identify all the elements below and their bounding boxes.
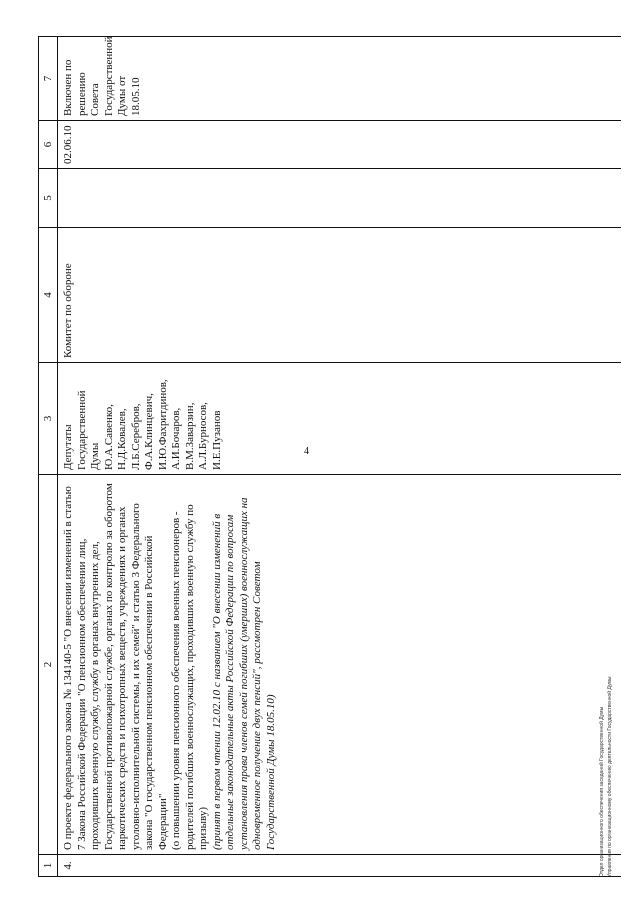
author-line: Государственной	[75, 390, 88, 470]
col-header-6: 6	[39, 121, 58, 169]
author-line: Ф.А.Клинцевич,	[143, 393, 155, 470]
table-row	[58, 37, 621, 877]
footer-line-1: Отдел организационного обеспечения заседаний Государственной Думы	[599, 706, 605, 877]
author-line: Ю.А.Савенко,	[102, 404, 115, 470]
rotated-table-wrapper	[38, 37, 620, 877]
bill-intro: О проекте федерального закона № 134140-5 "О внесении изменений в статью 7 Закона Российской Федерации "О пенсионном обеспечении лиц, проходивших военную службу, службу в органах внутренних дел, Государственной противопожарной службе, органах по контролю за оборотом наркотических средств и психотропных веществ, учреждениях и органах уголовно-исполнительной системы, и их семей" и статью 3 Федерального закона "О государственном пенсионном обеспечении в Российской Федерации"	[62, 483, 169, 850]
agenda-table	[38, 36, 621, 877]
author-line: Депутаты	[62, 424, 74, 470]
col-header-7: 7	[39, 37, 58, 121]
committee-cell: Комитет по обороне	[58, 228, 621, 363]
footer-line-2: Управления по организационному обеспечению деятельности Государственной Думы	[607, 676, 613, 877]
col5-cell	[58, 169, 621, 228]
bill-description	[58, 475, 621, 855]
bill-note: (о повышении уровня пенсионного обеспечения военных пенсионеров - родителей погибших военнослужащих, проходивших военную службу по призыву)	[170, 504, 209, 850]
col-header-4: 4	[39, 228, 58, 363]
author-line: И.Ю.Фахритдинов,	[156, 379, 169, 470]
status-cell: Включен по решению Совета Государственной Думы от 18.05.10	[58, 37, 621, 121]
author-line: А.И.Бочаров,	[170, 407, 182, 470]
authors-cell	[58, 363, 621, 475]
author-line: А.Л.Бурносов,	[197, 402, 209, 470]
col-header-3: 3	[39, 363, 58, 475]
header-row	[39, 37, 58, 877]
bill-status-italic: (принят в первом чтении 12.02.10 с названием "О внесении изменений в отдельные законодательные акты Российской Федерации по вопросам установления права членов семей погибших (умерших) военнослужащих на одновременное получение двух пенсий", рассмотрен Советом Государственной Думы 18.05.10)	[210, 497, 277, 850]
author-line: В.М.Заварзин,	[183, 402, 196, 470]
row-number: 4.	[58, 855, 621, 877]
author-line: Л.Б.Серебров,	[129, 403, 142, 470]
col-header-2: 2	[39, 475, 58, 855]
author-line: Думы	[89, 442, 101, 470]
page-number: 4	[304, 446, 309, 457]
author-line: Н.Д.Ковалев,	[116, 408, 128, 470]
author-line: И.Е.Пузанов	[210, 410, 223, 470]
col-header-5: 5	[39, 169, 58, 228]
footer	[598, 557, 614, 877]
col-header-1: 1	[39, 855, 58, 877]
date-cell: 02.06.10	[58, 121, 621, 169]
